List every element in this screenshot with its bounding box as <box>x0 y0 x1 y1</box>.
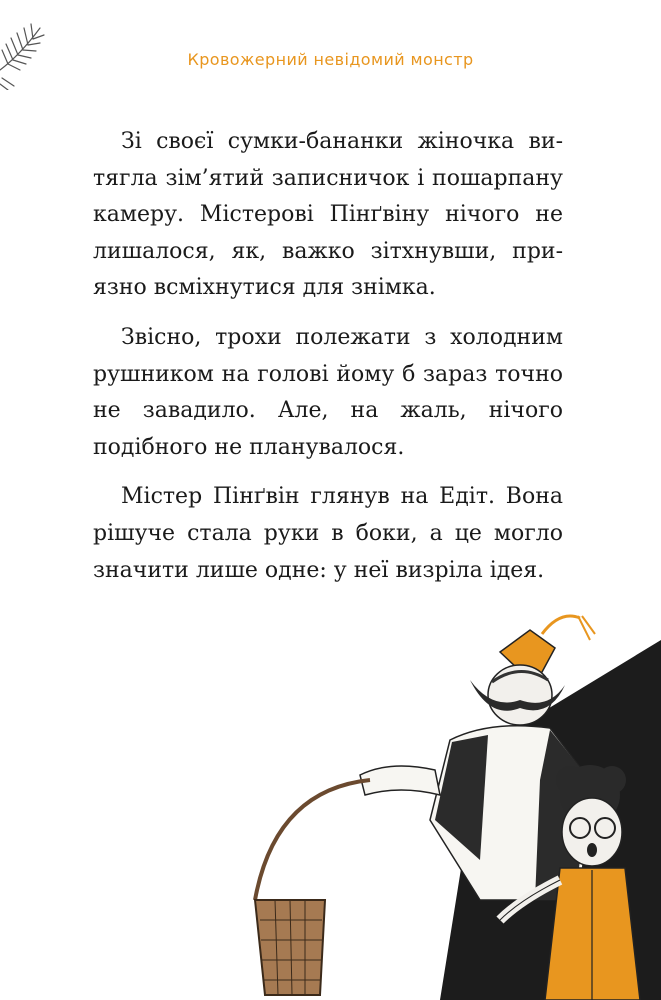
body-text <box>93 124 563 602</box>
paragraph: Містер Пінґвін глянув на Едіт. Вона рішуче стала руки в боки, а це могло значити лише одне: у неї визріла ідея. <box>93 484 563 583</box>
paragraph: Звісно, трохи полежати з холодним рушником на голові йому б зараз точно не завадило. Але, на жаль, нічого подібного не планувалося. <box>93 324 563 460</box>
illustration-man-with-basket-and-girl <box>230 600 661 1000</box>
feather-ornament-icon <box>0 0 50 90</box>
paragraph: Зі своєї сумки-бананки жіночка витягла зім’ятий записничок і пошарпану камеру. Містерові Пінґвіну нічого не лишалося, як, важко зітхнувши, приязно всміхнутися для знімка. <box>93 129 563 301</box>
running-title: Кровожерний невідомий монстр <box>187 50 474 69</box>
man-arm <box>360 766 440 795</box>
man-head <box>488 665 552 725</box>
basket-handle <box>255 780 370 900</box>
